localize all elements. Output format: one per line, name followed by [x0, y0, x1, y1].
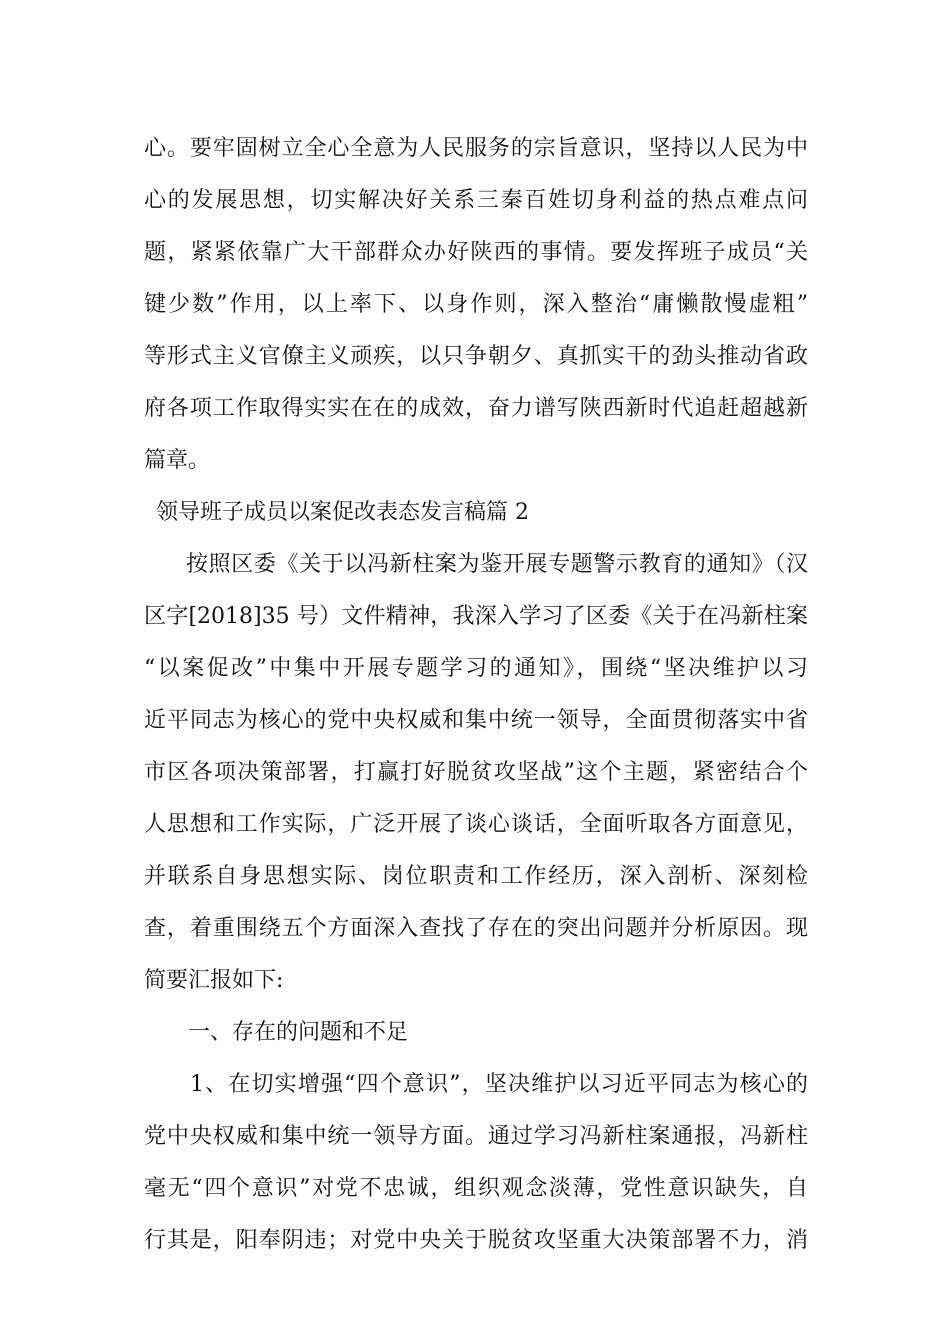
text-line: 近平同志为核心的党中央权威和集中统一领导，全面贯彻落实中省	[144, 708, 808, 733]
text-line: 1、在切实增强“四个意识”，坚决维护以习近平同志为核心的	[190, 1072, 808, 1097]
text-line: 毫无“四个意识”对党不忠诚，组织观念淡薄，党性意识缺失，自	[144, 1176, 808, 1201]
text-line: 按照区委《关于以冯新柱案为鉴开展专题警示教育的通知》（汉	[186, 552, 808, 577]
text-line: 心的发展思想，切实解决好关系三秦百姓切身利益的热点难点问	[144, 188, 808, 213]
text-line: 区字[2018]35 号）文件精神，我深入学习了区委《关于在冯新柱案	[144, 604, 808, 629]
text-line: 并联系自身思想实际、岗位职责和工作经历，深入剖析、深刻检	[144, 864, 808, 889]
text-line: 人思想和工作实际，广泛开展了谈心谈话，全面听取各方面意见，	[144, 812, 808, 837]
text-line: 府各项工作取得实实在在的成效，奋力谱写陕西新时代追赶超越新	[144, 396, 808, 421]
text-line: 党中央权威和集中统一领导方面。通过学习冯新柱案通报，冯新柱	[144, 1124, 808, 1149]
text-line: 等形式主义官僚主义顽疾，以只争朝夕、真抓实干的劲头推动省政	[144, 344, 808, 369]
subsection-heading: 一、存在的问题和不足	[188, 1020, 409, 1045]
text-line: 查，着重围绕五个方面深入查找了存在的突出问题并分析原因。现	[144, 916, 808, 941]
section-heading: 领导班子成员以案促改表态发言稿篇 2	[156, 500, 529, 525]
text-line: 心。要牢固树立全心全意为人民服务的宗旨意识，坚持以人民为中	[144, 136, 808, 161]
text-line: 行其是，阳奉阴违；对党中央关于脱贫攻坚重大决策部署不力，消	[144, 1228, 808, 1253]
text-line: “以案促改”中集中开展专题学习的通知》，围绕“坚决维护以习	[144, 656, 808, 681]
text-line: 市区各项决策部署，打赢打好脱贫攻坚战”这个主题，紧密结合个	[144, 760, 808, 785]
text-line: 键少数”作用，以上率下、以身作则，深入整治“庸懒散慢虚粗”	[144, 292, 808, 317]
text-line: 篇章。	[144, 448, 211, 473]
text-line: 题，紧紧依靠广大干部群众办好陕西的事情。要发挥班子成员“关	[144, 240, 808, 265]
text-line: 简要汇报如下:	[144, 968, 284, 993]
